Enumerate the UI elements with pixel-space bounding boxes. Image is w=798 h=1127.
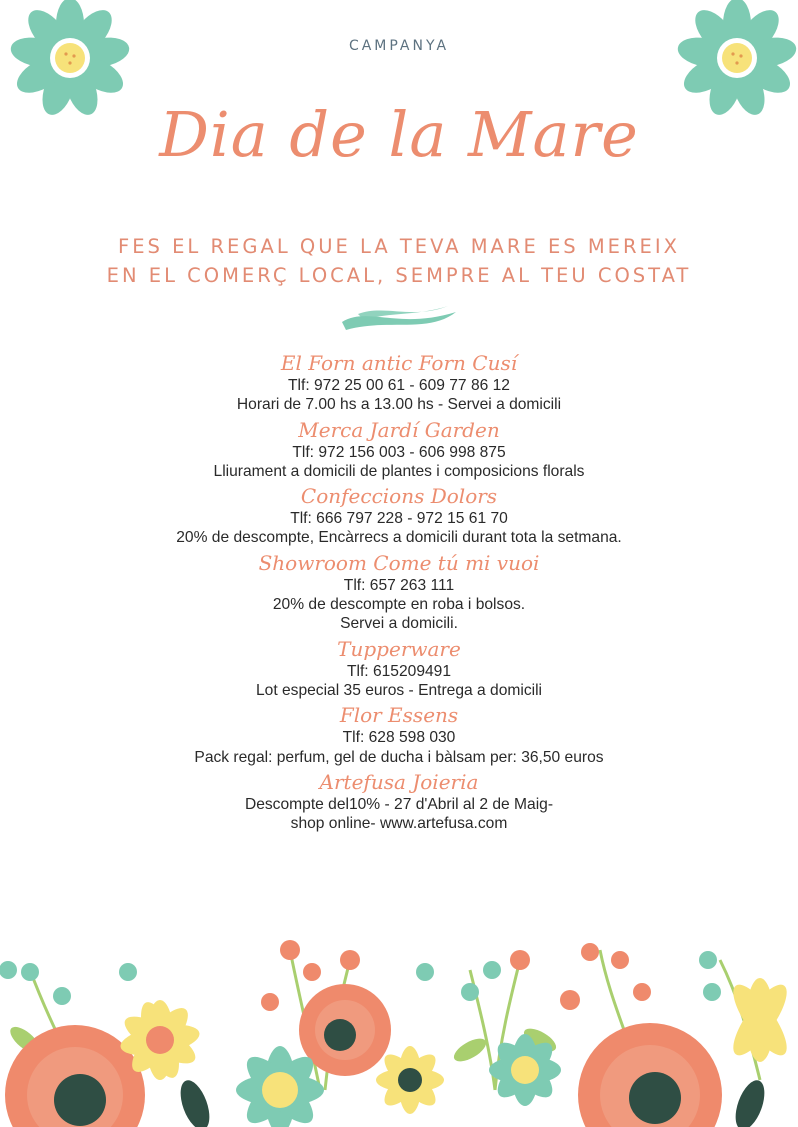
subtitle <box>0 232 798 290</box>
store-detail: Lot especial 35 euros - Entrega a domicili <box>255 681 543 699</box>
store-name: Flor Essens <box>339 703 459 728</box>
store-detail: Tlf: 972 156 003 - 606 998 875 <box>292 443 506 461</box>
store-detail: Tlf: 628 598 030 <box>342 729 456 747</box>
store-entry <box>0 484 798 548</box>
store-detail: shop online- www.artefusa.com <box>290 815 508 833</box>
store-detail: Descompte del10% - 27 d'Abril al 2 de Maig- <box>244 795 554 813</box>
subtitle-line-1: FES EL REGAL QUE LA TEVA MARE ES MEREIX <box>118 235 680 258</box>
store-detail: Tlf: 972 25 00 61 - 609 77 86 12 <box>288 377 510 394</box>
store-detail: Tlf: 615209491 <box>346 662 452 680</box>
swirl-divider-icon <box>338 300 460 336</box>
store-entry <box>0 551 798 634</box>
store-name: Artefusa Joieria <box>319 769 479 794</box>
store-detail: 20% de descompte en roba i bolsos. <box>272 596 526 614</box>
store-entry <box>0 703 798 767</box>
store-detail: Lliurament a domicili de plantes i composicions florals <box>213 462 585 480</box>
subtitle-line-2: EN EL COMERÇ LOCAL, SEMPRE AL TEU COSTAT <box>106 264 692 287</box>
store-entry <box>0 351 798 415</box>
store-detail: Horari de 7.00 hs a 13.00 hs - Servei a domicili <box>236 396 562 414</box>
store-detail: Servei a domicili. <box>340 615 458 633</box>
store-detail: Tlf: 666 797 228 - 972 15 61 70 <box>290 510 508 528</box>
page-title: Dia de la Mare <box>159 98 639 171</box>
store-detail: Pack regal: perfum, gel de ducha i bàlsam per: 36,50 euros <box>194 748 604 766</box>
store-list <box>0 348 798 833</box>
floral-border-illustration <box>0 930 798 1127</box>
store-entry <box>0 637 798 701</box>
store-detail: Tlf: 657 263 111 <box>343 576 455 594</box>
store-name: Tupperware <box>337 636 461 661</box>
store-entry <box>0 770 798 834</box>
store-name: El Forn antic Forn Cusí <box>280 351 518 375</box>
store-name: Merca Jardí Garden <box>298 417 500 442</box>
store-detail: 20% de descompte, Encàrrecs a domicili durant tota la setmana. <box>176 529 622 547</box>
store-entry <box>0 418 798 482</box>
store-name: Showroom Come tú mi vuoi <box>258 550 540 575</box>
campaign-label: CAMPANYA <box>348 38 450 54</box>
store-name: Confeccions Dolors <box>300 484 498 509</box>
